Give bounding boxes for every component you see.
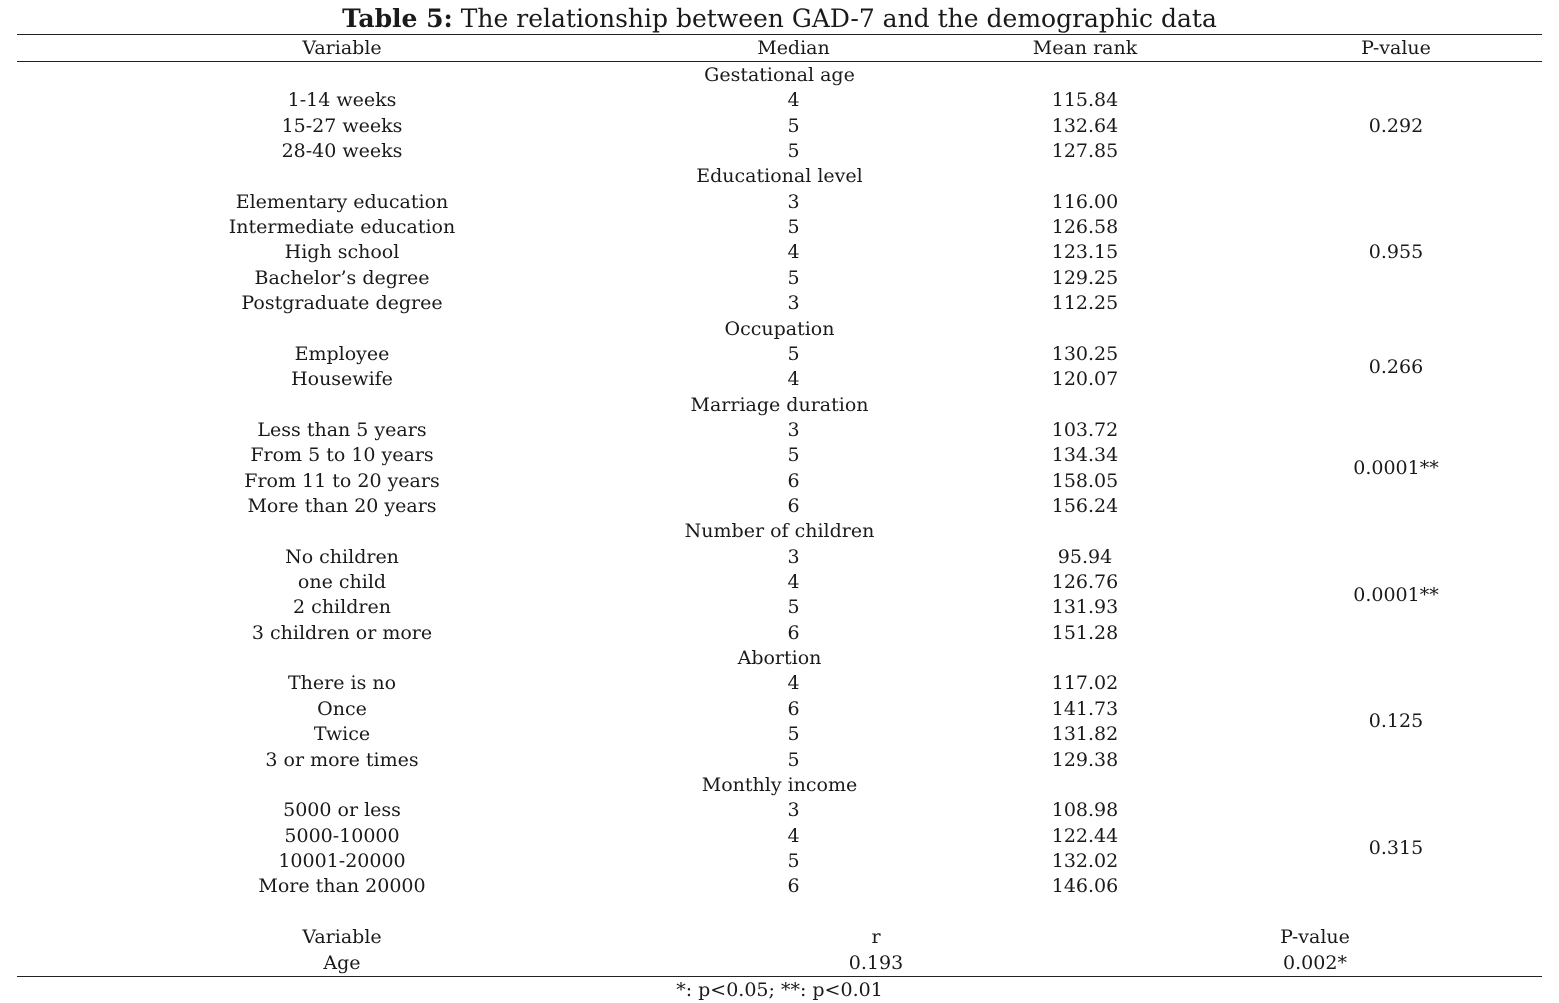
row-median: 4 <box>787 368 800 391</box>
row-median: 3 <box>787 190 800 213</box>
bottom-rule <box>17 976 1542 977</box>
row-median: 4 <box>787 571 800 593</box>
row-variable: More than 20000 <box>258 875 426 898</box>
row-variable: There is no <box>287 672 397 695</box>
row-median: 5 <box>787 140 800 162</box>
row-median: 6 <box>787 875 800 898</box>
row-variable: one child <box>297 571 387 593</box>
group-heading: Marriage duration <box>690 393 869 416</box>
group-p-value: 0.0001** <box>1353 456 1439 479</box>
row-median: 3 <box>787 545 800 568</box>
header-mean-rank: Mean rank <box>1032 37 1138 59</box>
row-median: 4 <box>787 241 800 264</box>
row-variable: Intermediate education <box>228 216 456 239</box>
table-title <box>0 2 1559 36</box>
row-median: 6 <box>787 469 800 492</box>
row-variable: Less than 5 years <box>257 418 427 441</box>
row-median: 4 <box>787 824 800 847</box>
row-mean-rank: 129.25 <box>1051 266 1119 289</box>
row-mean-rank: 112.25 <box>1051 292 1119 315</box>
row-variable: Twice <box>313 723 371 746</box>
row-mean-rank: 126.58 <box>1051 216 1119 239</box>
row-variable: Employee <box>294 342 390 365</box>
group-p-value: 0.292 <box>1368 114 1424 137</box>
row-variable: Bachelor’s degree <box>254 266 430 289</box>
table-title-text: The relationship between GAD-7 and the demographic data <box>452 4 1217 33</box>
group-heading: Occupation <box>724 317 835 340</box>
row-mean-rank: 146.06 <box>1051 875 1119 898</box>
row-mean-rank: 156.24 <box>1051 495 1119 517</box>
row-mean-rank: 151.28 <box>1051 621 1119 644</box>
row-mean-rank: 131.93 <box>1051 596 1119 619</box>
correlation-header-variable: Variable <box>302 926 382 948</box>
row-mean-rank: 132.64 <box>1051 114 1119 137</box>
row-median: 5 <box>787 849 800 872</box>
row-median: 5 <box>787 114 800 137</box>
row-mean-rank: 141.73 <box>1051 697 1119 720</box>
row-median: 5 <box>787 342 800 365</box>
row-mean-rank: 117.02 <box>1051 672 1119 695</box>
row-median: 6 <box>787 621 800 644</box>
row-mean-rank: 129.38 <box>1051 748 1119 771</box>
group-p-value: 0.0001** <box>1353 583 1439 606</box>
row-mean-rank: 130.25 <box>1051 342 1119 365</box>
row-mean-rank: 158.05 <box>1051 469 1119 492</box>
row-mean-rank: 108.98 <box>1051 799 1119 822</box>
correlation-row-p-value: 0.002* <box>1283 952 1347 974</box>
row-median: 6 <box>787 697 800 720</box>
group-heading: Monthly income <box>701 773 858 796</box>
row-variable: 1-14 weeks <box>287 89 397 112</box>
correlation-row-label: Age <box>323 952 361 974</box>
row-variable: 3 children or more <box>251 621 433 644</box>
row-variable: Once <box>317 697 367 720</box>
row-median: 5 <box>787 596 800 619</box>
row-mean-rank: 116.00 <box>1051 190 1119 213</box>
row-mean-rank: 103.72 <box>1051 418 1119 441</box>
row-median: 5 <box>787 216 800 239</box>
row-variable: More than 20 years <box>247 495 437 517</box>
group-p-value: 0.955 <box>1368 241 1424 264</box>
row-variable: From 5 to 10 years <box>250 444 434 467</box>
header-variable: Variable <box>302 37 382 59</box>
row-variable: 10001-20000 <box>278 849 406 872</box>
row-mean-rank: 127.85 <box>1051 140 1119 162</box>
row-mean-rank: 132.02 <box>1051 849 1119 872</box>
row-median: 5 <box>787 723 800 746</box>
top-rule <box>17 34 1542 35</box>
row-median: 5 <box>787 266 800 289</box>
row-median: 4 <box>787 672 800 695</box>
group-p-value: 0.315 <box>1368 837 1424 860</box>
row-median: 5 <box>787 444 800 467</box>
row-variable: From 11 to 20 years <box>244 469 440 492</box>
row-variable: 28-40 weeks <box>281 140 403 162</box>
group-p-value: 0.266 <box>1368 355 1424 378</box>
row-mean-rank: 120.07 <box>1051 368 1119 391</box>
row-mean-rank: 131.82 <box>1051 723 1119 746</box>
row-median: 6 <box>787 495 800 517</box>
row-mean-rank: 115.84 <box>1051 89 1119 112</box>
group-heading: Educational level <box>696 165 863 188</box>
row-variable: 2 children <box>293 596 391 619</box>
group-heading: Number of children <box>684 520 875 543</box>
row-variable: Elementary education <box>235 190 449 213</box>
row-mean-rank: 126.76 <box>1051 571 1119 593</box>
row-mean-rank: 123.15 <box>1051 241 1119 264</box>
row-median: 3 <box>787 292 800 315</box>
row-variable: 5000-10000 <box>284 824 400 847</box>
row-median: 3 <box>787 799 800 822</box>
group-heading: Gestational age <box>704 64 855 86</box>
row-median: 4 <box>787 89 800 112</box>
row-variable: Postgraduate degree <box>241 292 443 315</box>
row-median: 3 <box>787 418 800 441</box>
row-variable: High school <box>284 241 400 264</box>
header-rule <box>17 61 1542 62</box>
row-mean-rank: 134.34 <box>1051 444 1119 467</box>
header-median: Median <box>757 37 830 59</box>
row-variable: 15-27 weeks <box>281 114 403 137</box>
row-mean-rank: 95.94 <box>1057 545 1113 568</box>
correlation-header-p-value: P-value <box>1280 926 1350 948</box>
row-median: 5 <box>787 748 800 771</box>
group-heading: Abortion <box>737 647 822 670</box>
row-variable: No children <box>285 545 399 568</box>
row-variable: 3 or more times <box>265 748 419 771</box>
correlation-header-r: r <box>871 926 881 948</box>
footnote: *: p<0.05; **: p<0.01 <box>676 979 883 1001</box>
row-variable: Housewife <box>291 368 393 391</box>
header-p-value: P-value <box>1361 37 1431 59</box>
group-p-value: 0.125 <box>1368 710 1424 733</box>
row-variable: 5000 or less <box>283 799 401 822</box>
table-title-label: Table 5: <box>342 4 453 33</box>
row-mean-rank: 122.44 <box>1051 824 1119 847</box>
correlation-row-r: 0.193 <box>848 952 904 974</box>
